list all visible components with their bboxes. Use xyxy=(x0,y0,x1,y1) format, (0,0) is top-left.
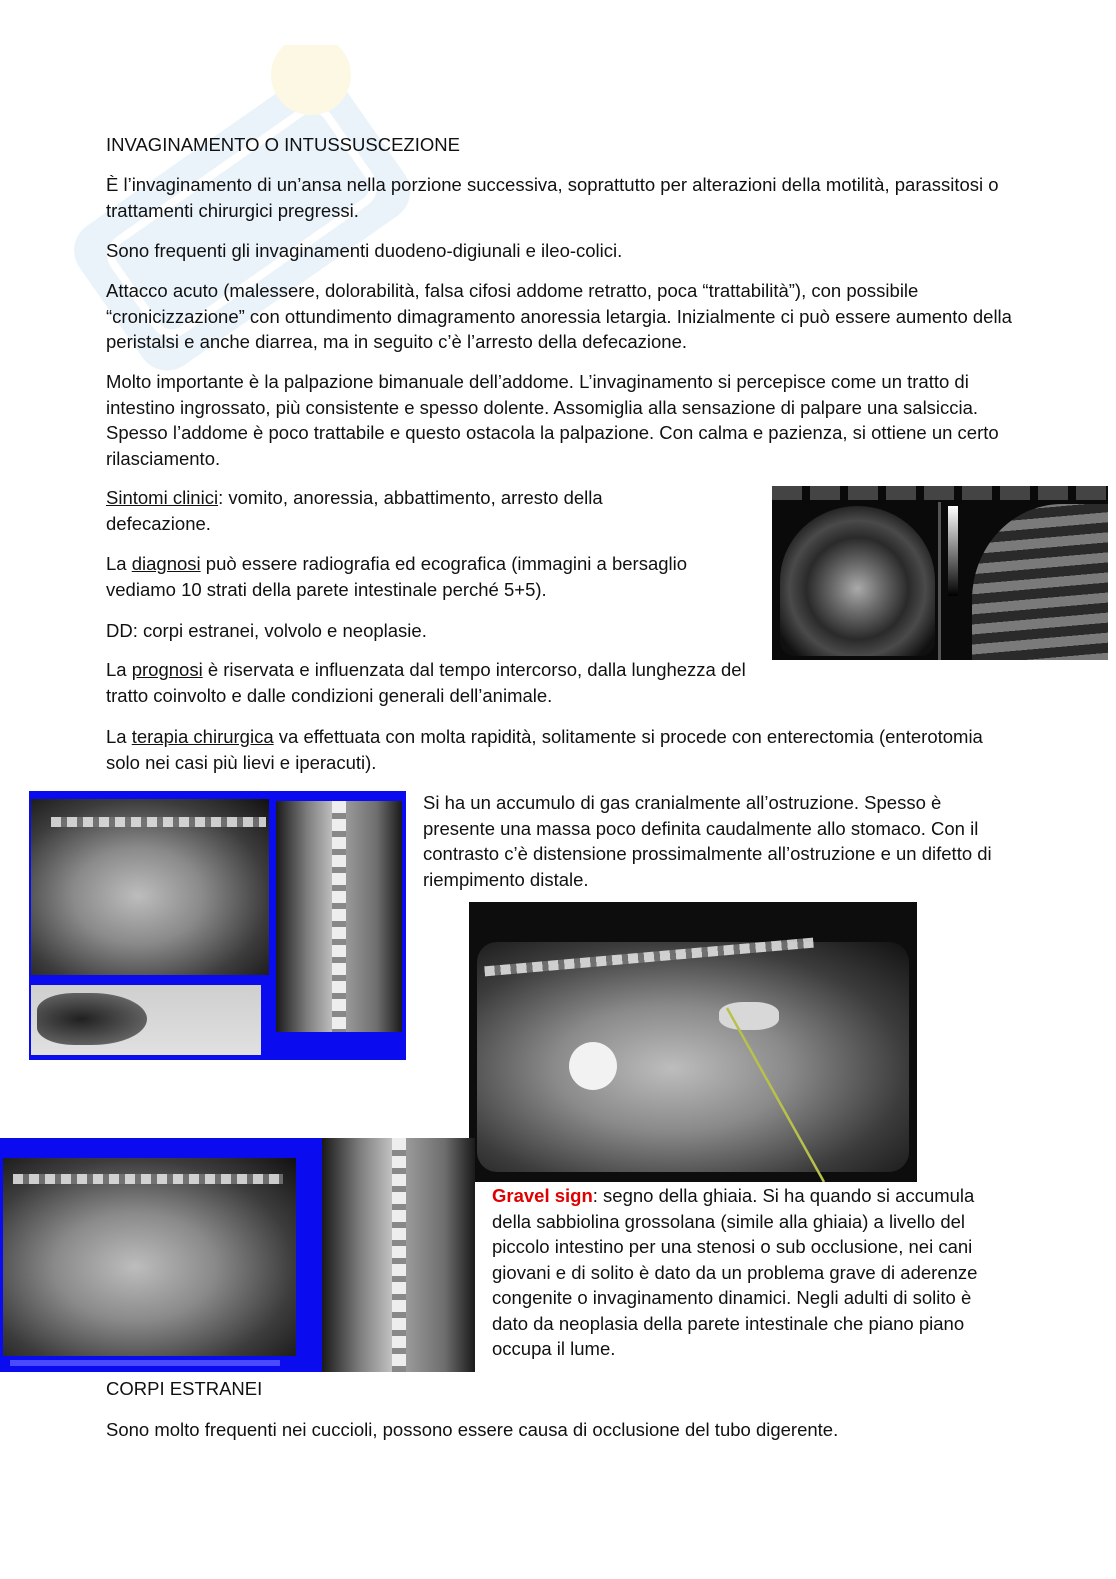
paragraph-terapia xyxy=(106,724,1006,775)
paragraph-corpi-estranei: Sono molto frequenti nei cuccioli, possono essere causa di occlusione del tubo digerente. xyxy=(106,1419,839,1440)
paragraph-gravel-sign xyxy=(492,1183,1012,1362)
paragraph-gas: Si ha un accumulo di gas cranialmente all’ostruzione. Spesso è presente una massa poco definita caudalmente allo stomaco. Con il contrasto c’è distensione prossimalmente all’ostruzione e un difetto di riempimento distale. xyxy=(423,792,992,890)
sintomi-label: Sintomi clinici xyxy=(106,487,219,508)
prognosi-prefix: La xyxy=(106,659,132,680)
heading-corpi-estranei: CORPI ESTRANEI xyxy=(106,1378,263,1399)
prognosi-text: è riservata e influenzata dal tempo intercorso, dalla lunghezza del tratto coinvolto e dalle condizioni generali dell’animale. xyxy=(106,659,746,706)
terapia-text: va effettuata con molta rapidità, solitamente si procede con enterectomia (enterotomia solo nei casi più lievi e iperacuti). xyxy=(106,726,983,773)
diagnosi-text: può essere radiografia ed ecografica (immagini a bersaglio vediamo 10 strati della parete intestinale perché 5+5). xyxy=(106,553,688,600)
diagnosi-prefix: La xyxy=(106,553,132,574)
xray-caption-strip xyxy=(10,1360,280,1366)
heading-invaginamento: INVAGINAMENTO O INTUSSUSCEZIONE xyxy=(106,134,460,155)
xray-contrast-lateral xyxy=(469,902,917,1182)
xray-contrast-mass xyxy=(37,993,147,1045)
ultrasound-header xyxy=(772,486,1108,500)
ultrasound-image xyxy=(772,486,1108,660)
ultrasound-target-sign xyxy=(780,506,935,656)
paragraph-dd: DD: corpi estranei, volvolo e neoplasie. xyxy=(106,620,427,641)
ultrasound-grayscale-bar xyxy=(948,506,958,596)
xray-ventrodorsal-bottom xyxy=(322,1138,475,1372)
terapia-prefix: La xyxy=(106,726,132,747)
diagnosi-label: diagnosi xyxy=(131,553,201,574)
xray-spine-vertical xyxy=(332,801,346,1032)
paragraph-attacco: Attacco acuto (malessere, dolorabilità, falsa cifosi addome retratto, poca “trattabilità”), con possibile “cronicizzazione” con ottundimento dimagramento anoressia letargia. Inizialmente ci può essere aumento della peristalsi e anche diarrea, ma in seguito c’è l’arresto della defecazione. xyxy=(106,280,1012,352)
prognosi-label: prognosi xyxy=(131,659,203,680)
xray-spine-bottom xyxy=(13,1174,283,1184)
paragraph-prognosi xyxy=(106,657,756,708)
ultrasound-divider xyxy=(938,502,941,660)
gravel-sign-text: : segno della ghiaia. Si ha quando si accumula della sabbiolina grossolana (simile alla ghiaia) a livello del piccolo intestino per una stenosi o sub occlusione, nei cani giovani e di solito è dato da un problema grave di aderenze congenite o invaginamento dinamici. Negli adulti di solito è dato da neoplasia della parete intestinale che piano piano occupa il lume. xyxy=(492,1185,978,1359)
xray-spine xyxy=(51,817,266,827)
xray-lateral xyxy=(31,799,269,975)
xray-panel-left xyxy=(29,791,406,1060)
paragraph-diagnosi xyxy=(106,551,756,602)
xray-lateral-bottom xyxy=(3,1158,296,1356)
paragraph-definizione: È l’invaginamento di un’ansa nella porzione successiva, soprattutto per alterazioni della motilità, parassitosi o trattamenti chirurgici pregressi. xyxy=(106,174,999,221)
xray-spine-vertical-bottom xyxy=(392,1138,406,1372)
xray-panel-bottom xyxy=(0,1138,322,1372)
paragraph-sintomi xyxy=(106,485,676,536)
xray-contrast-detail xyxy=(31,985,261,1055)
xray-ventrodorsal xyxy=(276,801,402,1032)
paragraph-frequenti: Sono frequenti gli invaginamenti duodeno-digiunali e ileo-colici. xyxy=(106,240,623,261)
paragraph-palpazione: Molto importante è la palpazione bimanuale dell’addome. L’invaginamento si percepisce come un tratto di intestino ingrossato, più consistente e spesso dolente. Assomiglia alla sensazione di palpare una salsiccia. Spesso l’addome è poco trattabile e questo ostacola la palpazione. Con calma e pazienza, si ottiene un certo rilasciamento. xyxy=(106,371,999,469)
sintomi-text: : vomito, anoressia, abbattimento, arresto della defecazione. xyxy=(106,487,603,534)
xray-arrow xyxy=(469,902,917,1182)
terapia-label: terapia chirurgica xyxy=(131,726,274,747)
ultrasound-layers xyxy=(972,504,1108,660)
gravel-sign-label: Gravel sign xyxy=(492,1185,593,1206)
